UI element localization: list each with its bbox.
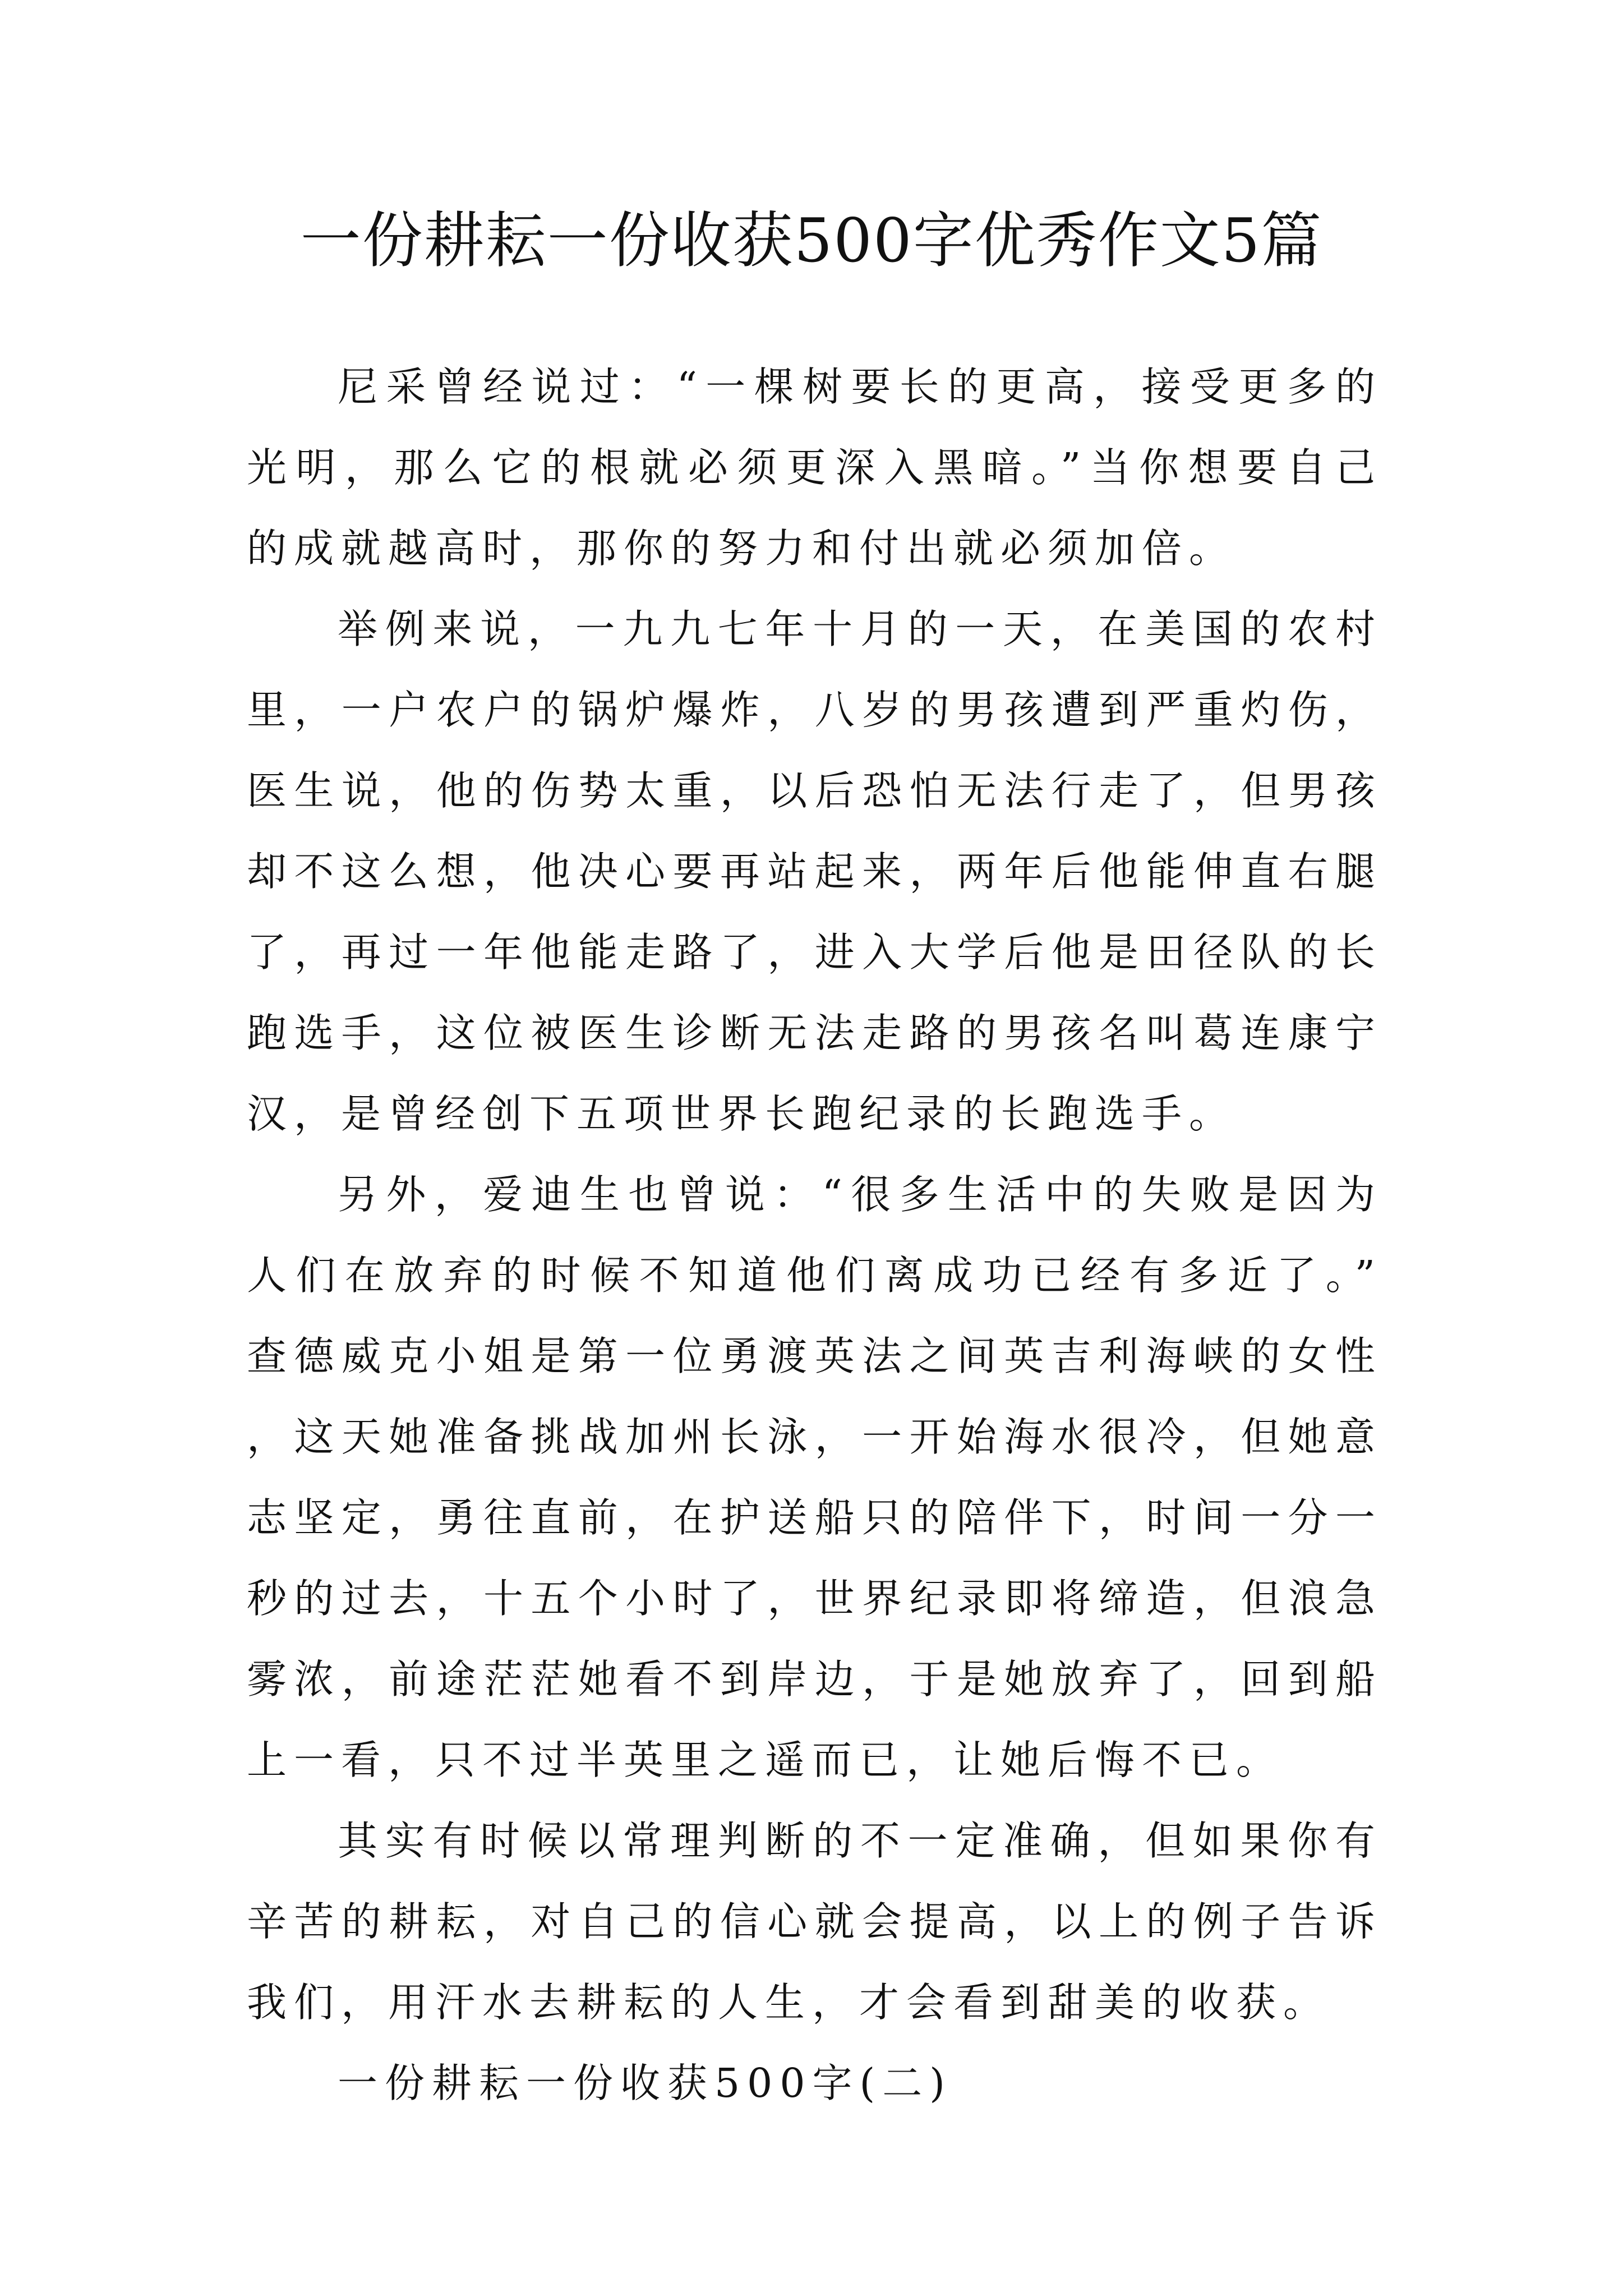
paragraph-nietzsche-quote: 尼采曾经说过：“一棵树要长的更高，接受更多的光明，那么它的根就必须更深入黑暗。”当你想要自己的成就越高时，那你的努力和付出就必须加倍。 (247, 364, 1382, 572)
section-subheading: 一份耕耘一份收获500字(二) (338, 2060, 952, 2106)
document-body (247, 347, 1382, 2124)
paragraph-chadwick-story: 另外，爱迪生也曾说：“很多生活中的失败是因为人们在放弃的时候不知道他们离成功已经有多近了。”查德威克小姐是第一位勇渡英法之间英吉利海峡的女性，这天她准备挑战加州长泳，一开始海水很冷，但她意志坚定，勇往直前，在护送船只的陪伴下，时间一分一秒的过去，十五个小时了，世界纪录即将缔造，但浪急雾浓，前途茫茫她看不到岸边，于是她放弃了，回到船上一看，只不过半英里之遥而已，让她后悔不已。 (247, 1171, 1382, 1783)
paragraph-cunningham-story: 举例来说，一九九七年十月的一天，在美国的农村里，一户农户的锅炉爆炸，八岁的男孩遭到严重灼伤，医生说，他的伤势太重，以后恐怕无法行走了，但男孩却不这么想，他决心要再站起来，两年后他能伸直右腿了，再过一年他能走路了，进入大学后他是田径队的长跑选手，这位被医生诊断无法走路的男孩名叫葛连康宁汉，是曾经创下五项世界长跑纪录的长跑选手。 (247, 606, 1382, 1137)
paragraph-conclusion: 其实有时候以常理判断的不一定准确，但如果你有辛苦的耕耘，对自己的信心就会提高，以上的例子告诉我们，用汗水去耕耘的人生，才会看到甜美的收获。 (247, 1818, 1382, 2026)
document-title: 一份耕耘一份收获500字优秀作文5篇 (300, 206, 1323, 276)
